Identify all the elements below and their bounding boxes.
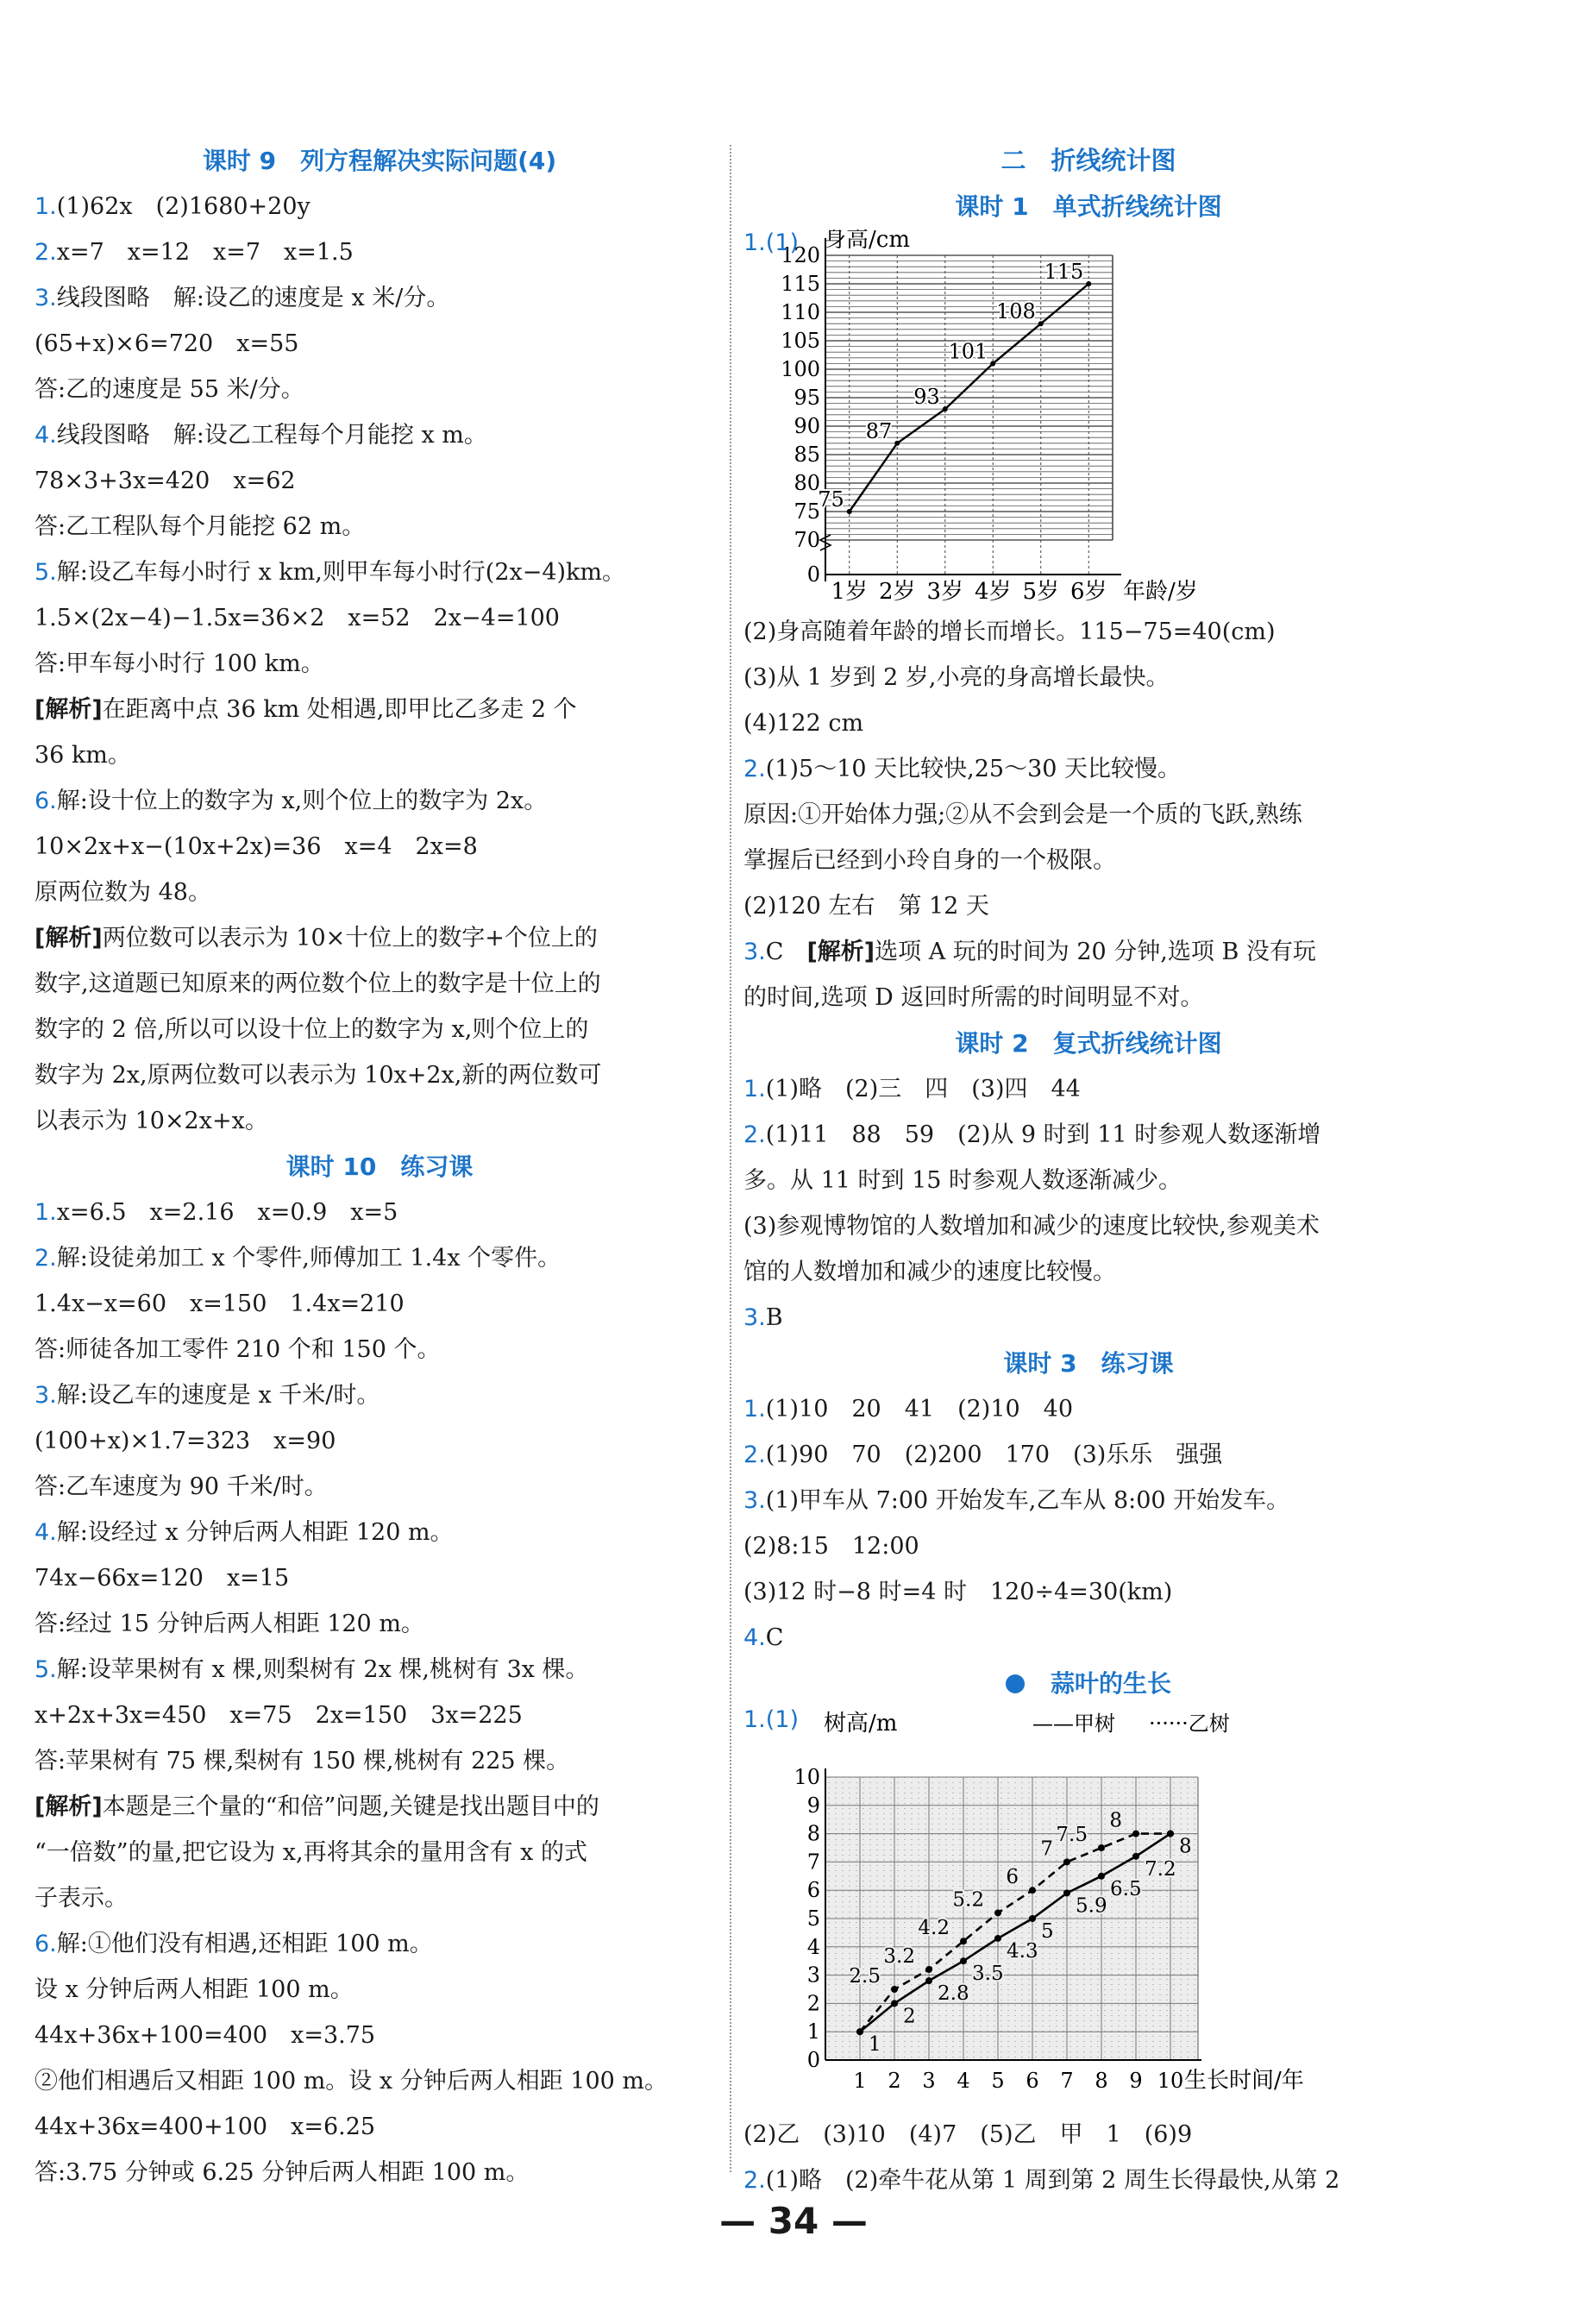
y-tick-label: 9 [806, 1793, 820, 1818]
lesson-title-10: 课时 10 练习课 [285, 1153, 474, 1181]
page-number: — 34 — [719, 2200, 868, 2242]
x-tick-label: 5 [991, 2069, 1005, 2093]
analysis-line: [解析]在距离中点 36 km 处相遇,即甲比乙多走 2 个 [34, 696, 577, 723]
answer-line: 3.C [解析]选项 A 玩的时间为 20 分钟,选项 B 没有玩 [743, 939, 1316, 965]
answer-line: 78×3+3x=420 x=62 [34, 468, 296, 494]
y-tick-label: 5 [806, 1906, 820, 1931]
data-point [891, 1986, 898, 1993]
data-label: 1 [869, 2033, 881, 2057]
data-point [990, 361, 995, 366]
answer-line: 4.解:设经过 x 分钟后两人相距 120 m。 [34, 1519, 454, 1546]
x-tick-label: 9 [1129, 2069, 1143, 2093]
analysis-line: [解析]两位数可以表示为 10×十位上的数字+个位上的 [34, 925, 598, 952]
data-label: 7.2 [1145, 1857, 1176, 1881]
tree-chart-svg [743, 1706, 1433, 2112]
y-tick-label: 8 [806, 1821, 820, 1846]
answer-line: (2)8:15 12:00 [743, 1533, 919, 1560]
y-tick-label: 7 [806, 1850, 820, 1875]
data-label: 6 [1006, 1866, 1019, 1889]
data-point [1029, 1915, 1036, 1922]
y-tick-label: 110 [781, 300, 820, 324]
left-column [34, 138, 724, 2195]
y-tick-label: 0 [806, 2048, 820, 2072]
answer-line: 74x−66x=120 x=15 [34, 1565, 290, 1592]
answer-line: (4)122 cm [743, 710, 864, 737]
lesson-title-garlic: 蒜叶的生长 [743, 1661, 1433, 1706]
lesson-title-9: 课时 9 列方程解决实际问题(4) [202, 147, 557, 175]
x-tick-label: 6岁 [1070, 579, 1107, 605]
data-point [1167, 1831, 1174, 1837]
x-tick-label: 1岁 [831, 579, 869, 605]
y-tick-label: 75 [794, 499, 820, 524]
data-label: 108 [995, 299, 1036, 324]
answer-line: 4.C [743, 1624, 784, 1651]
x-tick-label: 8 [1095, 2069, 1108, 2093]
answer-line: 6.解:设十位上的数字为 x,则个位上的数字为 2x。 [34, 788, 548, 814]
data-label: 4.2 [918, 1917, 950, 1940]
x-tick-label: 2岁 [878, 579, 916, 605]
data-label: 2.8 [938, 1982, 969, 2006]
data-point [960, 1938, 967, 1944]
data-point [960, 1957, 967, 1964]
section-title: 二 折线统计图 [1000, 146, 1176, 175]
data-label: 3.2 [883, 1945, 915, 1969]
y-axis-label: 身高/cm [824, 229, 910, 253]
answer-line: 5.解:设苹果树有 x 棵,则梨树有 2x 棵,桃树有 3x 棵。 [34, 1656, 589, 1683]
data-point [847, 509, 852, 514]
answer-line: 2.x=7 x=12 x=7 x=1.5 [34, 239, 354, 266]
bullet-dot-icon [1006, 1674, 1025, 1693]
analysis-line: “一倍数”的量,把它设为 x,再将其余的量用含有 x 的式 [34, 1839, 587, 1866]
answer-line: 答:乙的速度是 55 米/分。 [34, 376, 304, 403]
y-tick-label: 1 [806, 2019, 820, 2044]
answer-line: 掌握后已经到小玲自身的一个极限。 [743, 847, 1116, 874]
data-label: 75 [818, 487, 844, 512]
data-point [1086, 281, 1091, 286]
data-point [1132, 1831, 1139, 1837]
y-tick-label: 115 [781, 272, 820, 296]
data-point [943, 406, 948, 411]
x-axis-label: 生长时间/年 [1184, 2068, 1304, 2094]
answer-line: 1.5×(2x−4)−1.5x=36×2 x=52 2x−4=100 [34, 605, 560, 631]
y-tick-label: 4 [806, 1934, 820, 1959]
data-point [925, 1966, 932, 1973]
y-tick-label: 95 [794, 386, 820, 410]
answer-line: 44x+36x+100=400 x=3.75 [34, 2022, 376, 2049]
answer-line: 答:甲车每小时行 100 km。 [34, 650, 324, 677]
data-label: 7.5 [1056, 1824, 1088, 1846]
answer-line: 答:师徒各加工零件 210 个和 150 个。 [34, 1336, 441, 1363]
analysis-line: 36 km。 [34, 742, 131, 769]
data-label: 5.9 [1076, 1894, 1107, 1918]
answer-line: 答:3.75 分钟或 6.25 分钟后两人相距 100 m。 [34, 2159, 530, 2186]
analysis-line: 子表示。 [34, 1885, 128, 1912]
x-tick-label: 4 [957, 2069, 970, 2093]
data-point [1132, 1853, 1139, 1860]
answer-line: ②他们相遇后又相距 100 m。设 x 分钟后两人相距 100 m。 [34, 2068, 668, 2095]
question-label: 1.(1) [743, 1706, 800, 1733]
analysis-line: 数字,这道题已知原来的两位数个位上的数字是十位上的 [34, 970, 601, 997]
tree-height-line-chart [743, 1706, 1433, 2112]
answer-line: (100+x)×1.7=323 x=90 [34, 1428, 336, 1454]
legend-item-yi: ······乙树 [1149, 1712, 1230, 1736]
answer-line: 6.解:①他们没有相遇,还相距 100 m。 [34, 1931, 433, 1957]
y-tick-label: 85 [794, 443, 820, 467]
answer-line: 2.(1)11 88 59 (2)从 9 时到 11 时参观人数逐渐增 [743, 1121, 1321, 1148]
data-point [1063, 1889, 1070, 1896]
answer-line: 的时间,选项 D 返回时所需的时间明显不对。 [743, 984, 1204, 1011]
y-tick-label: 105 [781, 329, 820, 353]
x-tick-label: 6 [1026, 2069, 1039, 2093]
height-line-chart [743, 229, 1433, 609]
answer-line: 1.4x−x=60 x=150 1.4x=210 [34, 1291, 405, 1317]
answer-line: 1.(1)略 (2)三 四 (3)四 44 [743, 1076, 1081, 1102]
answer-line: 10×2x+x−(10x+2x)=36 x=4 2x=8 [34, 833, 478, 860]
analysis-line: 以表示为 10×2x+x。 [34, 1108, 268, 1134]
y-tick-label: 80 [794, 471, 820, 495]
y-axis-label: 树高/m [824, 1711, 898, 1737]
answer-line: 2.(1)略 (2)牵牛花从第 1 周到第 2 周生长得最快,从第 2 [743, 2167, 1340, 2194]
data-label: 8 [1109, 1809, 1122, 1832]
data-label: 4.3 [1007, 1939, 1038, 1963]
answer-line: 答:乙工程队每个月能挖 62 m。 [34, 513, 366, 540]
y-tick-label: 3 [806, 1963, 820, 1988]
y-tick-label: 120 [781, 243, 820, 267]
answer-line: 多。从 11 时到 15 时参观人数逐渐减少。 [743, 1167, 1182, 1194]
x-tick-label: 2 [888, 2069, 901, 2093]
data-label: 3.5 [972, 1963, 1004, 1986]
answer-line: 5.解:设乙车每小时行 x km,则甲车每小时行(2x−4)km。 [34, 559, 626, 586]
data-point [1063, 1858, 1070, 1865]
answer-line: 原两位数为 48。 [34, 879, 211, 906]
y-tick-label: 100 [781, 357, 820, 381]
data-point [925, 1977, 932, 1984]
height-chart-svg [743, 229, 1433, 609]
x-axis-label: 年龄/岁 [1123, 579, 1198, 605]
y-tick-label: 0 [806, 562, 820, 587]
data-label: 7 [1040, 1837, 1053, 1861]
answer-line: 1.(1)62x (2)1680+20y [34, 193, 310, 220]
data-label: 115 [1044, 260, 1084, 284]
data-point [1029, 1887, 1036, 1894]
x-tick-label: 3 [922, 2069, 936, 2093]
data-point [1038, 321, 1044, 326]
answer-line: 答:乙车速度为 90 千米/时。 [34, 1473, 328, 1500]
answer-line: (2)120 左右 第 12 天 [743, 893, 989, 920]
x-tick-label: 4岁 [974, 579, 1012, 605]
data-label: 101 [948, 339, 988, 364]
right-column [743, 138, 1433, 2203]
data-label: 87 [865, 418, 893, 443]
answer-line: 设 x 分钟后两人相距 100 m。 [34, 1976, 354, 2003]
data-point [994, 1909, 1001, 1916]
legend-item-jia: ——甲树 [1032, 1712, 1115, 1736]
answer-line: 馆的人数增加和减少的速度比较慢。 [743, 1259, 1116, 1285]
answer-line: 1.(1)10 20 41 (2)10 40 [743, 1396, 1074, 1423]
answer-line: x+2x+3x=450 x=75 2x=150 3x=225 [34, 1702, 523, 1729]
answer-line: (3)从 1 岁到 2 岁,小亮的身高增长最快。 [743, 664, 1170, 691]
answer-line: 原因:①开始体力强;②从不会到会是一个质的飞跃,熟练 [743, 801, 1302, 828]
lesson-title-3: 课时 3 练习课 [1003, 1349, 1174, 1378]
y-tick-label: 70 [794, 528, 820, 552]
axis-break-mark [820, 535, 831, 550]
data-point [994, 1935, 1001, 1942]
data-point [1098, 1844, 1105, 1851]
x-tick-label: 5岁 [1022, 579, 1060, 605]
answer-line: (3)参观博物馆的人数增加和减少的速度比较快,参观美术 [743, 1213, 1320, 1240]
answer-line: (2)身高随着年龄的增长而增长。115−75=40(cm) [743, 619, 1276, 645]
answer-line: (65+x)×6=720 x=55 [34, 330, 299, 357]
x-tick-label: 10 [1157, 2069, 1184, 2093]
data-label: 2 [903, 2005, 916, 2028]
y-tick-label: 2 [806, 1991, 820, 2016]
answer-line: 4.线段图略 解:设乙工程每个月能挖 x m。 [34, 422, 487, 449]
answer-line: 答:经过 15 分钟后两人相距 120 m。 [34, 1611, 424, 1637]
data-label: 8 [1179, 1835, 1192, 1858]
lesson-title-2: 课时 2 复式折线统计图 [955, 1029, 1222, 1058]
data-label: 6.5 [1110, 1877, 1142, 1900]
answer-line: 2.(1)90 70 (2)200 170 (3)乐乐 强强 [743, 1442, 1223, 1468]
answer-line: 44x+36x=400+100 x=6.25 [34, 2114, 376, 2140]
y-tick-label: 90 [794, 414, 820, 438]
analysis-line: [解析]本题是三个量的“和倍”问题,关键是找出题目中的 [34, 1793, 599, 1820]
answer-line: (3)12 时−8 时=4 时 120÷4=30(km) [743, 1579, 1173, 1605]
answer-line: 1.x=6.5 x=2.16 x=0.9 x=5 [34, 1199, 398, 1226]
data-label: 5.2 [952, 1888, 984, 1912]
answer-line: 3.线段图略 解:设乙的速度是 x 米/分。 [34, 285, 450, 311]
lesson-title-1: 课时 1 单式折线统计图 [955, 192, 1222, 221]
data-label: 5 [1041, 1920, 1054, 1943]
y-tick-label: 6 [806, 1878, 820, 1903]
data-point [856, 2028, 863, 2035]
data-point [894, 441, 900, 446]
question-label: 1.(1) [743, 229, 800, 256]
analysis-line: 数字的 2 倍,所以可以设十位上的数字为 x,则个位上的 [34, 1016, 589, 1043]
data-point [1098, 1873, 1105, 1880]
answer-line: 3.B [743, 1304, 783, 1331]
data-point [891, 2000, 898, 2007]
x-tick-label: 1 [853, 2069, 867, 2093]
x-tick-label: 7 [1060, 2069, 1074, 2093]
column-divider [730, 145, 731, 2172]
analysis-line: 数字为 2x,原两位数可以表示为 10x+2x,新的两位数可 [34, 1062, 602, 1089]
answer-line: 3.(1)甲车从 7:00 开始发车,乙车从 8:00 开始发车。 [743, 1487, 1290, 1514]
answer-line: 2.(1)5～10 天比较快,25～30 天比较慢。 [743, 756, 1182, 782]
answer-line: 2.解:设徒弟加工 x 个零件,师傅加工 1.4x 个零件。 [34, 1245, 561, 1272]
x-tick-label: 3岁 [926, 579, 964, 605]
answer-line: 3.解:设乙车的速度是 x 千米/时。 [34, 1382, 380, 1409]
data-label: 2.5 [849, 1965, 881, 1988]
answer-line: 答:苹果树有 75 棵,梨树有 150 棵,桃树有 225 棵。 [34, 1748, 570, 1774]
data-label: 93 [913, 385, 940, 410]
answer-line: (2)乙 (3)10 (4)7 (5)乙 甲 1 (6)9 [743, 2121, 1193, 2148]
y-tick-label: 10 [794, 1765, 820, 1789]
